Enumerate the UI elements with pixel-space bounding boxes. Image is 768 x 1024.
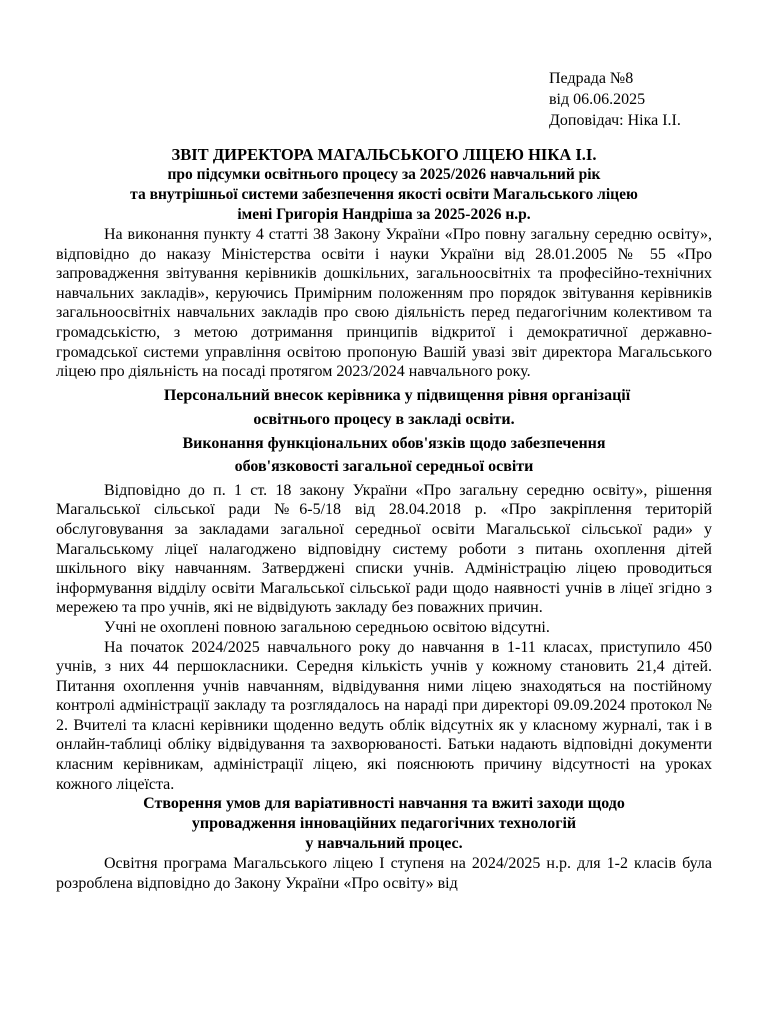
council-date: від 06.06.2025 [549,91,646,108]
section-heading-conditions-line2: упровадження інноваційних педагогічних технологій [191,815,577,833]
section-heading-conditions-line3: у навчальний процес. [305,835,463,853]
not-covered-paragraph: Учні не охоплені повною загальною середньою освітою відсутні. [104,618,550,636]
section-heading-conditions [56,794,712,854]
section-heading-functions-line2: обов'язковості загальної середньої освіти [234,457,534,475]
speaker: Доповідач: Ніка І.І. [549,112,681,129]
report-subtitle-2: та внутрішньої системи забезпечення якості освіти Магальського ліцею [130,186,638,203]
report-title [56,144,712,225]
report-title-main: ЗВІТ ДИРЕКТОРА МАГАЛЬСЬКОГО ЛІЦЕЮ НІКА І.І. [171,145,597,164]
law-paragraph: Відповідно до п. 1 ст. 18 закону України «Про загальну середню освіту», рішення Магальської сільської ради №6-5/18 від 28.04.2018 р. «Про закріплення територій обслуговування за закладами загальної середньої освіти Магальської сільської ради» у Магальському ліцеї налагоджено відповідну систему роботи з питань охоплення дітей шкільного віку навчанням. Затверджені списки учнів. Адміністрацію ліцею проводиться інформування відділу освіти Магальської сільської ради щодо наявності учнів в ліцеї згідно з мережею та про учнів, які не відвідують закладу без поважних причин. [56,481,712,617]
intro-paragraph: На виконання пункту 4 статті 38 Закону України «Про повну загальну середню освіту», відповідно до наказу Міністерства освіти і науки України від 28.01.2005 № 55 «Про запровадження звітування керівників дошкільних, загальноосвітніх та професійно-технічних навчальних закладів», керуючись Примірним положенням про порядок звітування керівників загальноосвітніх навчальних закладів про свою діяльність перед педагогічним колективом та громадськістю, з метою дотримання принципів відкритої і демократичної державно-громадської системи управління освітою пропоную Вашій увазі звіт директора Магальського ліцею про діяльність на посаді протягом 2023/2024 навчального року. [56,226,712,381]
section-heading-personal-line2: освітнього процесу в закладі освіти. [253,410,515,428]
council-number: Педрада №8 [549,70,634,87]
section-heading-conditions-line1: Створення умов для варіативності навчання та вжиті заходи щодо [143,795,625,813]
program-paragraph: Освітня програма Магальського ліцею І ступеня на 2024/2025 н.р. для 1-2 класів була розроблена відповідно до Закону України «Про освіту» від [56,855,712,892]
section-heading-functions-line1: Виконання функціональних обов'язків щодо забезпечення [182,434,606,452]
report-subtitle-1: про підсумки освітнього процесу за 2025/2026 навчальний рік [167,166,601,183]
section-heading-functions [56,432,712,478]
section-heading-personal [56,384,712,432]
report-subtitle-3: імені Григорія Нандріша за 2025-2026 н.р. [237,206,531,223]
school-start-paragraph: На початок 2024/2025 навчального року до навчання в 1-11 класах, приступило 450 учнів, з них 44 першокласники. Середня кількість учнів у кожному становить 21,4 дітей. Питання охоплення учнів навчанням, відвідування ними ліцею знаходяться на постійному контролі адміністрації закладу та розглядалось на нараді при директорі 09.09.2024 протокол № 2. Вчителі та класні керівники щоденно ведуть облік відсутніх як у класному журналі, так і в онлайн-таблиці обліку відвідування та захворюваності. Батьки надають відповідні документи класним керівникам, адміністрації ліцею, які пояснюють причину відсутності на уроках кожного ліцеїста. [56,638,712,793]
section-heading-personal-line1: Персональний внесок керівника у підвищення рівня організації [163,386,631,404]
meeting-info [549,68,712,131]
